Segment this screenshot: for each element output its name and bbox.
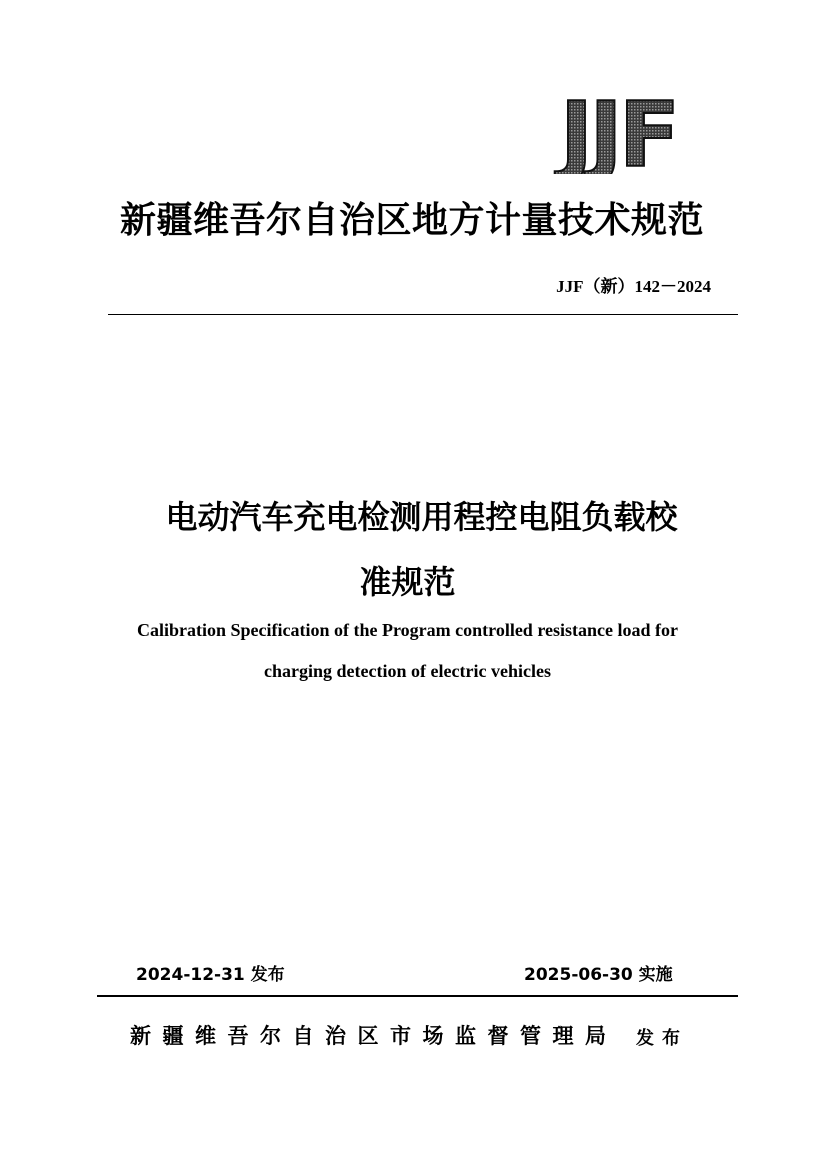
region-standard-title: 新疆维吾尔自治区地方计量技术规范: [120, 199, 705, 241]
issuing-authority-suffix: 发布: [636, 1028, 688, 1049]
implementation-date: 2025-06-30 实施: [524, 965, 673, 985]
issue-date: 2024-12-31 发布: [136, 965, 285, 985]
chinese-title-line-2: 准规范: [359, 563, 456, 601]
jjf-logo-text: JJF: [559, 94, 677, 174]
chinese-title-line-1: 电动汽车充电检测用程控电阻负载校: [165, 498, 678, 536]
issuing-authority: 新疆维吾尔自治区市场监督管理局: [130, 1023, 618, 1048]
footer-divider: [97, 995, 738, 997]
english-title-line-2: charging detection of electric vehicles: [264, 661, 551, 681]
jjf-logo: [520, 94, 716, 174]
english-title-line-1: Calibration Specification of the Program controlled resistance load for: [137, 620, 678, 640]
document-code: JJF（新）142－2024: [556, 277, 711, 296]
header-divider: [108, 314, 738, 315]
jjf-logo-graphic: [520, 94, 716, 174]
